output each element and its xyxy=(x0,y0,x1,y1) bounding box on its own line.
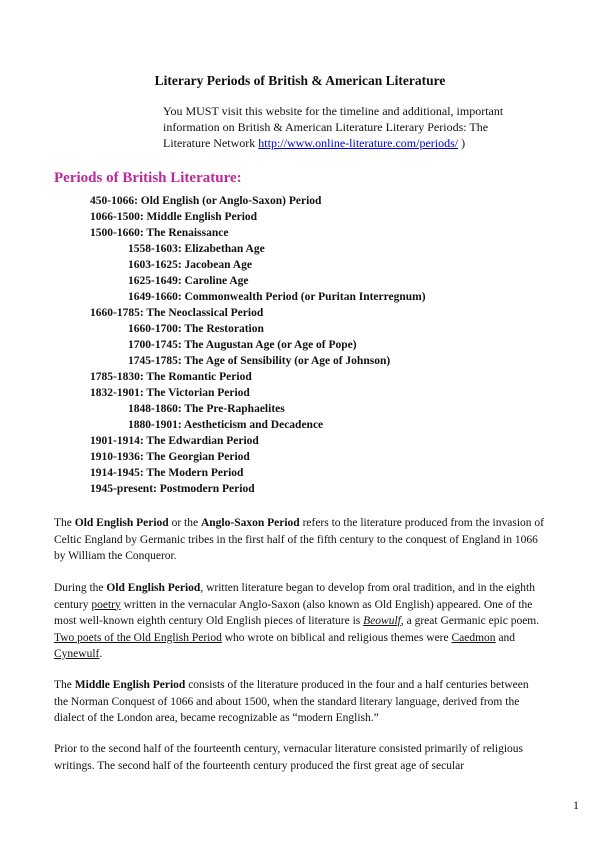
timeline-item: 1625-1649: Caroline Age xyxy=(128,275,249,287)
timeline-item: 1848-1860: The Pre-Raphaelites xyxy=(128,403,285,415)
section-heading: Periods of British Literature: xyxy=(54,170,242,186)
timeline-item: 1910-1936: The Georgian Period xyxy=(90,451,250,463)
text-run: , a great Germanic epic poem. xyxy=(400,615,540,627)
paragraph-vernacular: Prior to the second half of the fourteenth century, vernacular literature consisted primarily of religious writings. The second half of the fourteenth century produced the first great age of secular xyxy=(54,743,523,772)
intro-paragraph xyxy=(163,103,523,151)
page-number: 1 xyxy=(573,798,579,812)
bold-term: Anglo-Saxon Period xyxy=(200,517,300,529)
timeline-item: 1880-1901: Aestheticism and Decadence xyxy=(128,419,324,431)
bold-term: Middle English Period xyxy=(74,679,186,691)
timeline-item: 1700-1745: The Augustan Age (or Age of Pope) xyxy=(128,339,357,351)
paragraph-old-english-literature xyxy=(54,580,544,663)
bold-term: Old English Period xyxy=(106,582,201,594)
text-run: During the xyxy=(54,582,107,594)
text-run: or the xyxy=(168,517,201,529)
text-run: , written literature began to develop from oral tradition, and in the eighth century xyxy=(54,582,536,611)
link-two-poets[interactable]: Two poets of the Old English Period xyxy=(54,631,222,644)
intro-text: You MUST visit this website for the timeline and additional, important information on British & American Literature Literary Periods: The Literature Network xyxy=(163,104,504,150)
timeline-item: 1914-1945: The Modern Period xyxy=(90,467,244,479)
text-run: The xyxy=(54,517,75,529)
link-cynewulf[interactable]: Cynewulf xyxy=(54,648,100,660)
timeline-item: 1785-1830: The Romantic Period xyxy=(90,371,252,383)
link-beowulf[interactable]: Beowulf xyxy=(363,615,401,627)
timeline-item: 1558-1603: Elizabethan Age xyxy=(128,243,265,255)
link-poetry[interactable]: poetry xyxy=(91,598,121,611)
timeline-item: 450-1066: Old English (or Anglo-Saxon) Period xyxy=(90,195,322,207)
bold-term: Old English Period xyxy=(74,517,169,529)
text-run: . xyxy=(99,648,103,660)
paragraph-middle-english xyxy=(54,677,544,727)
text-run: consists of the literature produced in the four and a half centuries between the Norman Conquest of 1066 and about 1500, when the standard literary language, derived from the dialect of the London area, became recognizable as “modern English.” xyxy=(54,679,529,724)
timeline-item: 1066-1500: Middle English Period xyxy=(90,211,258,223)
period-timeline xyxy=(90,193,510,497)
text-run: who wrote on biblical and religious themes were xyxy=(221,631,452,644)
timeline-item: 1660-1700: The Restoration xyxy=(128,323,264,335)
paragraph-old-english xyxy=(54,515,544,565)
timeline-item: 1901-1914: The Edwardian Period xyxy=(90,435,259,447)
text-run: written in the vernacular Anglo-Saxon (also known as Old English) appeared. One of the most well-known eighth century Old English pieces of literature is xyxy=(54,598,533,627)
timeline-item: 1745-1785: The Age of Sensibility (or Age of Johnson) xyxy=(128,355,391,367)
text-run: refers to the literature produced from the invasion of Celtic England by Germanic tribes in the first half of the fifth century to the conquest of England in 1066 by William the Conqueror. xyxy=(54,517,544,562)
timeline-item: 1500-1660: The Renaissance xyxy=(90,227,229,239)
text-run: The xyxy=(54,679,75,691)
document-title: Literary Periods of British & American Literature xyxy=(154,73,446,88)
timeline-item: 1649-1660: Commonwealth Period (or Puritan Interregnum) xyxy=(128,291,426,303)
timeline-item: 1832-1901: The Victorian Period xyxy=(90,387,250,399)
periods-website-link[interactable]: http://www.online-literature.com/periods/ xyxy=(258,136,459,150)
text-run: and xyxy=(495,631,516,644)
timeline-item: 1945-present: Postmodern Period xyxy=(90,483,255,495)
timeline-item: 1660-1785: The Neoclassical Period xyxy=(90,307,264,319)
intro-after: ) xyxy=(458,136,466,150)
timeline-item: 1603-1625: Jacobean Age xyxy=(128,259,252,271)
link-caedmon[interactable]: Caedmon xyxy=(451,631,496,644)
